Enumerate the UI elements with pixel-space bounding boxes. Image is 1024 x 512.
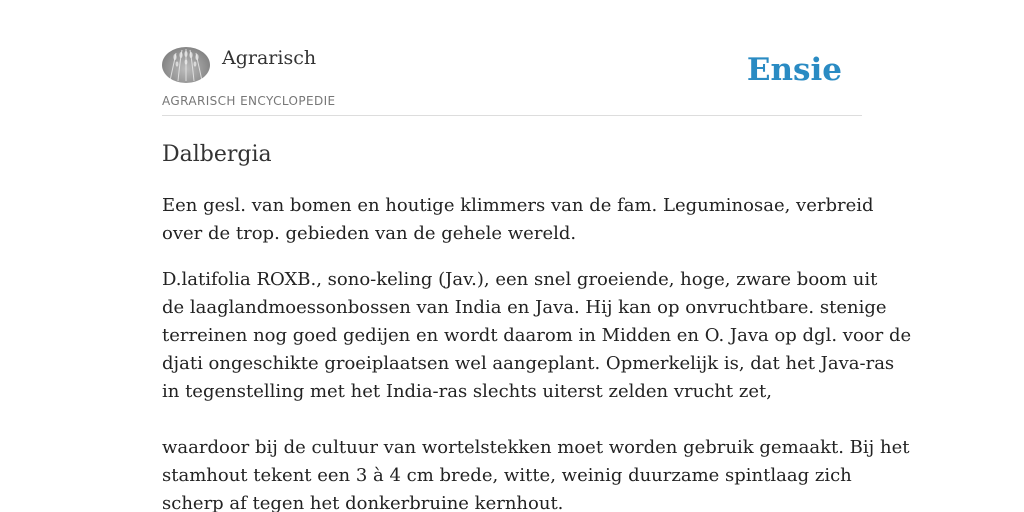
- content-column: [162, 0, 912, 512]
- paragraph-line: in tegenstelling met het India-ras slechts uiterst zelden vrucht zet,: [162, 381, 772, 402]
- paragraph-line: stamhout tekent een 3 à 4 cm brede, witte, weinig duurzame spintlaag zich: [162, 465, 852, 486]
- wheat-logo-icon[interactable]: [162, 47, 210, 83]
- article-paragraph: [162, 266, 912, 406]
- site-header: [162, 0, 862, 116]
- paragraph-line: scherp af tegen het donkerbruine kernhout.: [162, 493, 564, 512]
- article-title: Dalbergia: [162, 142, 272, 167]
- paragraph-line: djati ongeschikte groeiplaatsen wel aangeplant. Opmerkelijk is, dat het Java-ras: [162, 353, 895, 374]
- paragraph-line: waardoor bij de cultuur van wortelstekken moet worden gebruik gemaakt. Bij het: [162, 437, 910, 458]
- site-name[interactable]: Agrarisch: [222, 47, 317, 69]
- paragraph-line: Een gesl. van bomen en houtige klimmers van de fam. Leguminosae, verbreid: [162, 195, 874, 216]
- brand-logo-link[interactable]: Ensie: [746, 52, 842, 88]
- paragraph-line: de laaglandmoessonbossen van India en Java. Hij kan op onvruchtbare. stenige: [162, 297, 887, 318]
- paragraph-line: terreinen nog goed gedijen en wordt daarom in Midden en O. Java op dgl. voor de: [162, 325, 912, 346]
- article-paragraph: [162, 434, 910, 512]
- paragraph-line: over de trop. gebieden van de gehele wereld.: [162, 223, 577, 244]
- site-subtitle: AGRARISCH ENCYCLOPEDIE: [162, 94, 336, 108]
- article-paragraph: [162, 192, 874, 248]
- paragraph-line: D.latifolia ROXB., sono-keling (Jav.), een snel groeiende, hoge, zware boom uit: [162, 269, 878, 290]
